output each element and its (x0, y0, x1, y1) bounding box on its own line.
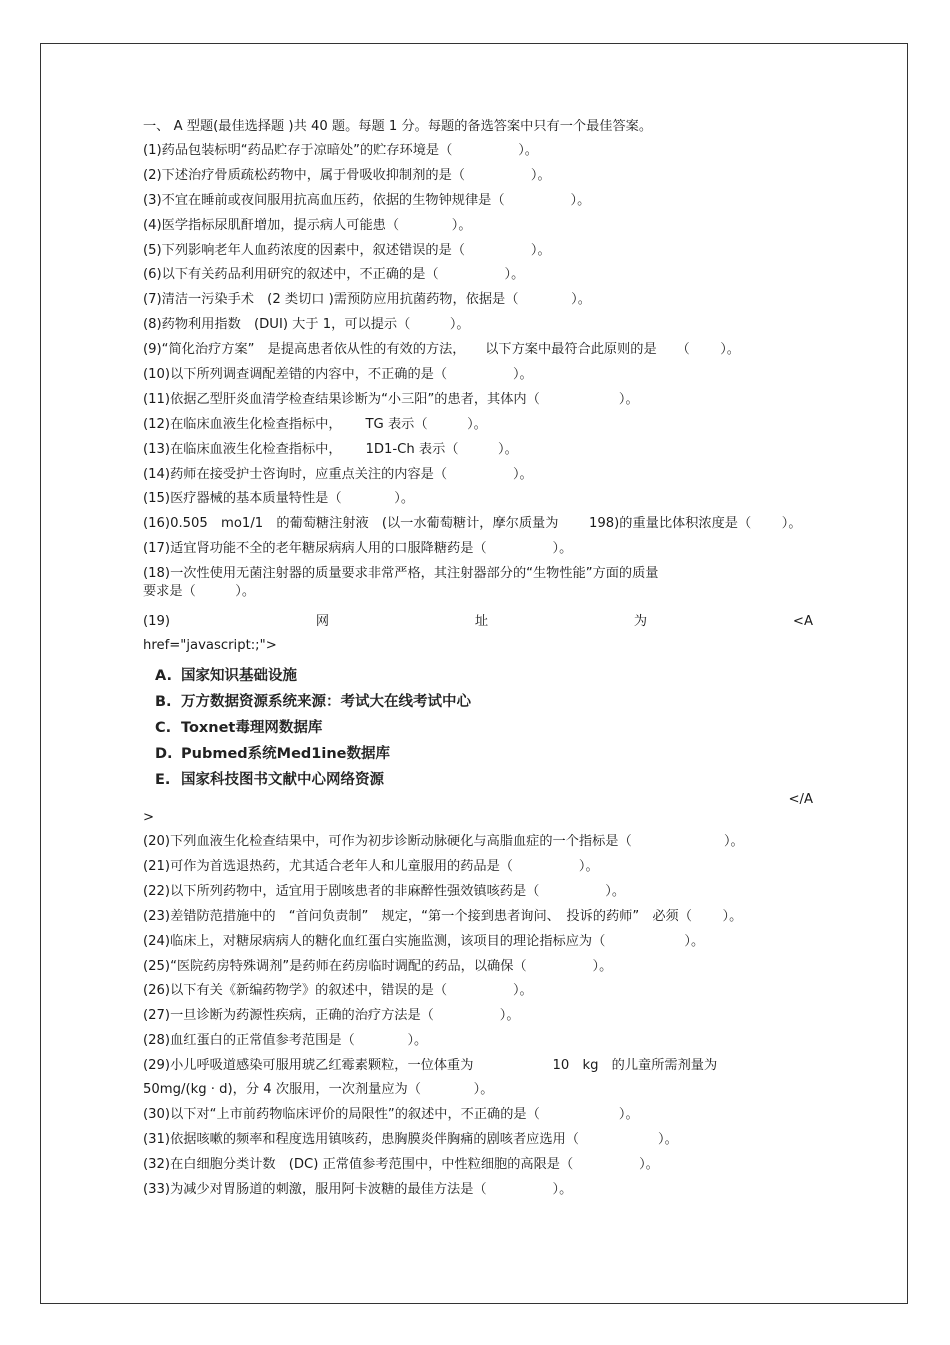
question-item: (16)0.505 mo1/1 的葡萄糖注射液 (以一水葡萄糖计，摩尔质量为 198)的重量比体积浓度是（ ）。 (143, 516, 802, 532)
document-body (143, 118, 813, 1206)
question-item: (15)医疗器械的基本质量特性是（ ）。 (143, 491, 415, 507)
question-item: (20)下列血液生化检查结果中，可作为初步诊断动脉硬化与高脂血症的一个指标是（ ）。 (143, 834, 744, 850)
question-item: (32)在白细胞分类计数 (DC) 正常值参考范围中，中性粒细胞的高限是（ ）。 (143, 1156, 659, 1172)
q19-part: (19) (143, 614, 171, 630)
q19-href-line: href="javascript:;"> (143, 638, 277, 654)
q19-part: 为 (633, 614, 648, 630)
question-item: (28)血红蛋白的正常值参考范围是（ ）。 (143, 1033, 428, 1049)
question-item: (14)药师在接受护士咨询时，应重点关注的内容是（ ）。 (143, 466, 533, 482)
question-item: (12)在临床血液生化检查指标中， TG 表示（ ）。 (143, 416, 487, 432)
question-item: (17)适宜肾功能不全的老年糖尿病病人用的口服降糖药是（ ）。 (143, 541, 573, 557)
option-a: A. 国家知识基础设施 (155, 668, 297, 685)
question-item: (27)一旦诊断为药源性疾病，正确的治疗方法是（ ）。 (143, 1008, 520, 1024)
question-list-a (143, 142, 813, 508)
option-c: C. Toxnet毒理网数据库 (155, 720, 323, 737)
question-item-continuation: 要求是（ ）。 (143, 584, 256, 600)
option-e: E. 国家科技图书文献中心网络资源 (155, 772, 384, 789)
question-19 (143, 613, 813, 827)
question-item: (31)依据咳嗽的频率和程度选用镇咳药，患胸膜炎伴胸痛的剧咳者应选用（ ）。 (143, 1131, 678, 1147)
question-item: (10)以下所列调查调配差错的内容中，不正确的是（ ）。 (143, 367, 533, 383)
question-item: (13)在临床血液生化检查指标中， 1D1-Ch 表示（ ）。 (143, 441, 518, 457)
question-item: (33)为减少对胃肠道的刺激，服用阿卡波糖的最佳方法是（ ）。 (143, 1181, 573, 1197)
q19-part: 网 (315, 614, 330, 630)
question-item: (5)下列影响老年人血药浓度的因素中，叙述错误的是（ ）。 (143, 242, 551, 258)
question-item: (29)小儿呼吸道感染可服用琥乙红霉素颗粒，一位体重为 10 kg 的儿童所需剂量为 (143, 1058, 718, 1074)
q19-options-image (155, 663, 813, 793)
question-item: (4)医学指标尿肌酐增加，提示病人可能患（ ）。 (143, 217, 472, 233)
question-item: (26)以下有关《新编药物学》的叙述中，错误的是（ ）。 (143, 983, 533, 999)
question-19-header (143, 613, 813, 631)
option-b: B. 万方数据资源系统来源：考试大在线考试中心 (155, 694, 471, 711)
question-item: (23)差错防范措施中的 “首问负责制” 规定，“第一个接到患者询问、 投诉的药师” 必须（ ）。 (143, 908, 743, 924)
question-item: (8)药物利用指数 (DUI) 大于 1，可以提示（ ）。 (143, 317, 470, 333)
question-item: (7)清洁一污染手术 (2 类切口 )需预防应用抗菌药物，依据是（ ）。 (143, 292, 591, 308)
question-item: (11)依据乙型肝炎血清学检查结果诊断为“小三阳”的患者，其体内（ ）。 (143, 391, 639, 407)
question-item: (2)下述治疗骨质疏松药物中，属于骨吸收抑制剂的是（ ）。 (143, 167, 551, 183)
question-item-continuation: 50mg/(kg · d)，分 4 次服用，一次剂量应为（ ）。 (143, 1082, 494, 1098)
q19-closing-tag: </A (788, 792, 813, 808)
question-list-c (143, 1106, 813, 1199)
question-item: (24)临床上，对糖尿病病人的糖化血红蛋白实施监测，该项目的理论指标应为（ ）。 (143, 933, 705, 949)
question-item: (9)“简化治疗方案” 是提高患者依从性的有效的方法， 以下方案中最符合此原则的是 （ ）。 (143, 342, 740, 358)
question-item: (21)可作为首选退热药，尤其适合老年人和儿童服用的药品是（ ）。 (143, 859, 599, 875)
q19-part: <A (792, 614, 813, 630)
question-item: (30)以下对“上市前药物临床评价的局限性”的叙述中，不正确的是（ ）。 (143, 1107, 639, 1123)
q19-part: 址 (474, 614, 489, 630)
section-heading: 一、 A 型题(最佳选择题 )共 40 题。每题 1 分。每题的备选答案中只有一个最佳答案。 (143, 119, 653, 134)
question-item: (3)不宜在睡前或夜间服用抗高血压药，依据的生物钟规律是（ ）。 (143, 192, 591, 208)
q19-closing-gt: > (143, 810, 155, 826)
question-item: (25)“医院药房特殊调剂”是药师在药房临时调配的药品，以确保（ ）。 (143, 958, 613, 974)
question-item: (22)以下所列药物中，适宜用于剧咳患者的非麻醉性强效镇咳药是（ ）。 (143, 883, 626, 899)
option-d: D. Pubmed系统Med1ine数据库 (155, 746, 391, 763)
question-item: (1)药品包装标明“药品贮存于凉暗处”的贮存环境是（ ）。 (143, 143, 538, 158)
question-list-b (143, 833, 813, 1050)
question-item: (6)以下有关药品利用研究的叙述中，不正确的是（ ）。 (143, 267, 525, 283)
question-item: (18)一次性使用无菌注射器的质量要求非常严格，其注射器部分的“生物性能”方面的质量 (143, 566, 659, 582)
